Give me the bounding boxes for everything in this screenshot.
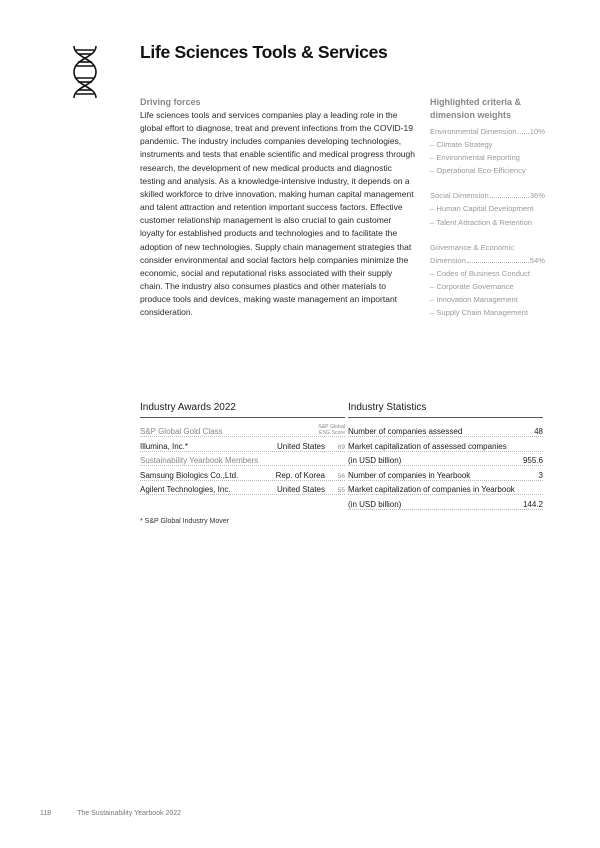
criteria-heading xyxy=(430,96,545,122)
leader-dots xyxy=(518,125,529,134)
criteria-item: – Climate Strategy xyxy=(430,140,493,150)
gold-class-label: S&P Global Gold Class xyxy=(140,427,223,436)
stat-label: Market capitalization of assessed companies xyxy=(348,441,507,451)
stat-row xyxy=(348,452,543,467)
governance-weight-row xyxy=(430,254,545,267)
company-name: Agilent Technologies, Inc. xyxy=(140,485,231,494)
governance-label-line1: Governance & Economic xyxy=(430,242,514,252)
environmental-weight-row xyxy=(430,125,545,138)
page-number: 118 xyxy=(40,810,52,817)
criteria-item: – Codes of Business Conduct xyxy=(430,268,531,278)
dna-helix-icon xyxy=(70,44,100,100)
governance-dimension xyxy=(430,241,545,320)
social-weight: 36% xyxy=(529,191,545,201)
members-label: Sustainability Yearbook Members xyxy=(140,456,259,465)
industry-statistics-table xyxy=(348,402,543,510)
company-country: United States xyxy=(276,485,325,494)
stat-label: Market capitalization of companies in Yearbook xyxy=(348,485,515,494)
criteria-item: – Environmental Reporting xyxy=(430,153,520,163)
table-row xyxy=(140,481,345,496)
governance-label-line2: Dimension xyxy=(430,255,466,265)
driving-forces-heading: Driving forces xyxy=(140,97,201,107)
stat-value: 3 xyxy=(538,470,543,480)
stat-value: 144.2 xyxy=(522,499,543,509)
stat-label: (in USD billion) xyxy=(348,456,402,465)
stat-row xyxy=(348,437,543,452)
environmental-weight: 10% xyxy=(529,127,545,136)
footnote: * S&P Global Industry Mover xyxy=(140,518,229,525)
company-country: Rep. of Korea xyxy=(275,470,325,480)
criteria-item: – Human Capital Development xyxy=(430,204,534,214)
gold-class-header-row xyxy=(140,418,345,437)
company-country: United States xyxy=(276,441,325,451)
company-name: Samsung Biologics Co.,Ltd. xyxy=(140,470,239,480)
criteria-heading-line2: dimension weights xyxy=(430,110,512,120)
driving-forces-section xyxy=(140,96,415,320)
criteria-section xyxy=(430,96,545,319)
governance-weight: 54% xyxy=(529,255,545,265)
criteria-item: – Talent Attraction & Retention xyxy=(430,217,533,227)
criteria-item: – Operational Eco-Efficiency xyxy=(430,166,526,176)
social-weight-row xyxy=(430,189,545,202)
stat-label: Number of companies in Yearbook xyxy=(348,470,471,480)
driving-forces-text: Life sciences tools and services companies play a leading role in the global effort to diagnose, treat and prevent infections from the COVID-19 pandemic. The industry includes companies developing technologies, instruments and tests that enable scientific and medical progress through research, the development of new medical products and diagnostic testing and analysis. As a knowledge-intensive industry, it depends on a skilled workforce to drive innovation, making human capital management and talent attraction and retention important success factors. Effective customer relationship management is also crucial to gain customer loyalty for established products and technologies and to facilitate the adoption of new technologies. Supply chain management strategies that consider environmental and social factors help companies minimize the economic, social and reputational risks associated with their supply chain. The industry also consumes plastics and other materials to produce tools and devices, making waste management an important consideration. xyxy=(140,110,415,318)
esg-score-header: S&P Global ESG Score xyxy=(318,424,345,436)
criteria-item: – Innovation Management xyxy=(430,295,518,305)
social-dimension xyxy=(430,189,545,228)
members-header-row xyxy=(140,452,345,467)
stats-title: Industry Statistics xyxy=(348,402,543,418)
environmental-dimension xyxy=(430,125,545,177)
stat-label: Number of companies assessed xyxy=(348,427,463,436)
stat-row xyxy=(348,418,543,437)
stat-row xyxy=(348,466,543,481)
criteria-item: – Corporate Governance xyxy=(430,281,514,291)
criteria-item: – Supply Chain Management xyxy=(430,308,528,318)
leader-dots xyxy=(467,254,529,263)
awards-title: Industry Awards 2022 xyxy=(140,402,345,418)
stat-value: 48 xyxy=(534,427,543,436)
page-title: Life Sciences Tools & Services xyxy=(140,42,388,62)
table-row xyxy=(140,437,345,452)
esg-score: 56 xyxy=(337,472,345,480)
publication-title: The Sustainability Yearbook 2022 xyxy=(77,810,182,817)
environmental-label: Environmental Dimension xyxy=(430,127,517,136)
stat-value: 955.6 xyxy=(522,456,543,465)
esg-score: 55 xyxy=(337,487,345,494)
table-row xyxy=(140,466,345,481)
esg-score: 69 xyxy=(337,443,345,451)
stat-label: (in USD billion) xyxy=(348,499,402,509)
stat-row xyxy=(348,481,543,496)
industry-awards-table xyxy=(140,402,345,495)
page-footer xyxy=(40,810,181,817)
company-name: Illumina, Inc.* xyxy=(140,441,189,451)
criteria-heading-line1: Highlighted criteria & xyxy=(430,97,522,107)
stat-row xyxy=(348,495,543,510)
leader-dots xyxy=(490,189,529,198)
social-label: Social Dimension xyxy=(430,191,489,201)
